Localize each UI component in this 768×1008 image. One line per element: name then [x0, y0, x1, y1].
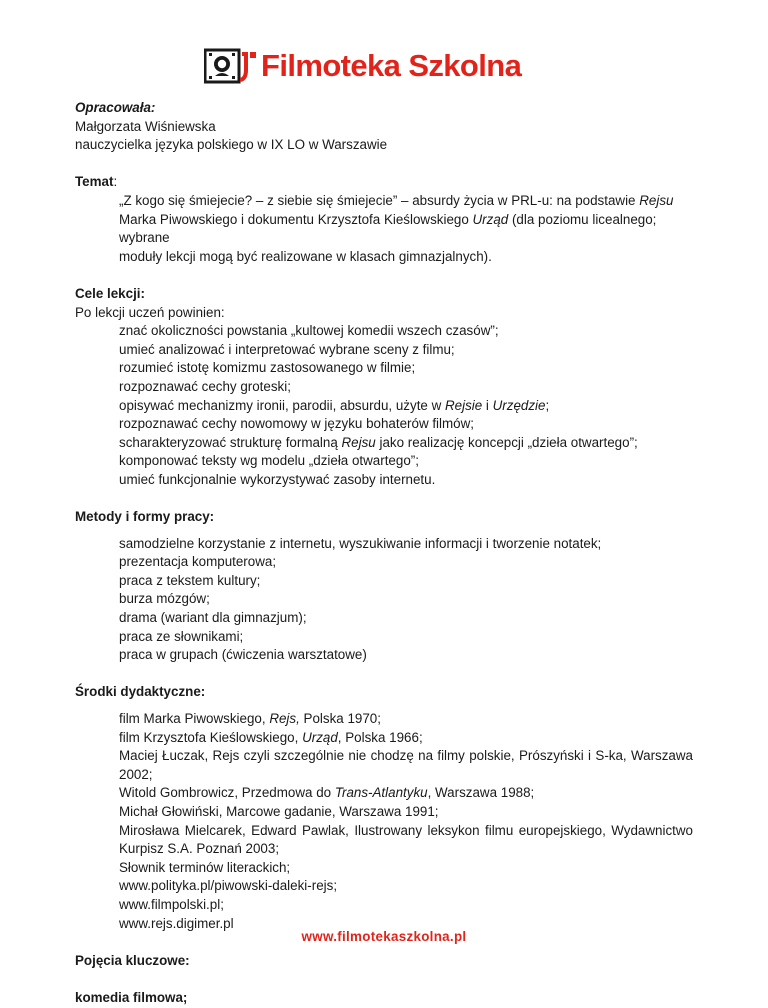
film-title-rejsu: Rejsu — [341, 434, 376, 450]
key-concepts-title: Pojęcia kluczowe: — [75, 952, 190, 968]
resource-text: , Warszawa 1988; — [427, 785, 535, 801]
method-item: drama (wariant dla gimnazjum); — [119, 610, 307, 626]
goal-item-text: scharakteryzować strukturę formalną — [119, 434, 342, 450]
goal-item — [119, 434, 693, 453]
resource-item — [119, 784, 693, 803]
resource-link: www.filmpolski.pl; — [119, 896, 224, 912]
resources-title: Środki dydaktyczne: — [75, 684, 206, 700]
resource-item: Słownik terminów literackich; — [119, 859, 291, 875]
resource-item — [119, 729, 693, 748]
resource-item: Maciej Łuczak, Rejs czyli szczególnie nie chodzę na filmy polskie, Prószyński i S-ka, Warszawa 2002; — [119, 748, 693, 782]
author-role: nauczycielka języka polskiego w IX LO w Warszawie — [75, 137, 388, 153]
document-body — [75, 99, 693, 1008]
goals-list — [75, 322, 693, 489]
resource-text: Polska 1970; — [299, 711, 381, 726]
logo — [204, 47, 521, 85]
goals-intro: Po lekcji uczeń powinien: — [75, 304, 225, 320]
film-title-rejsu: Rejsu — [639, 192, 674, 208]
film-title-rejsie: Rejsie — [444, 397, 483, 413]
goal-item: rozumieć istotę komizmu zastosowanego w filmie; — [119, 360, 416, 376]
film-title-urzad: Urząd — [302, 729, 338, 745]
resource-text: film Krzysztofa Kieślowskiego, — [119, 729, 303, 745]
goal-item: rozpoznawać cechy groteski; — [119, 378, 291, 394]
methods-list — [75, 535, 693, 665]
topic-heading — [75, 173, 693, 192]
goal-item: umieć analizować i interpretować wybrane sceny z filmu; — [119, 341, 455, 357]
resource-link: www.rejs.digimer.pl — [119, 915, 234, 931]
goal-item — [119, 397, 693, 416]
key-concept-item: komedia filmowa; — [75, 989, 188, 1005]
goal-item-text: ; — [545, 397, 550, 413]
goal-item-text: opisywać mechanizmy ironii, parodii, absurdu, użyte w — [119, 397, 445, 413]
resources-list — [75, 710, 693, 933]
goal-item: rozpoznawać cechy nowomowy w języku bohaterów filmów; — [119, 416, 475, 432]
goal-item-text: i — [482, 397, 493, 413]
topic-colon: : — [113, 174, 118, 190]
resource-link: www.polityka.pl/piwowski-daleki-rejs; — [119, 878, 338, 894]
goal-item: znać okoliczności powstania „kultowej komedii wszech czasów”; — [119, 323, 499, 339]
resource-item: Mirosława Mielcarek, Edward Pawlak, Ilustrowany leksykon filmu europejskiego, Wydawnictwo Kurpisz S.A. Poznań 2003; — [119, 822, 693, 857]
film-title-urzedzie: Urzędzie — [492, 397, 546, 413]
film-title-urzad: Urząd — [472, 211, 509, 227]
resource-item: Michał Głowiński, Marcowe gadanie, Warszawa 1991; — [119, 803, 439, 819]
topic-line-2 — [119, 211, 693, 248]
method-item: praca w grupach (ćwiczenia warsztatowe) — [119, 647, 367, 663]
resource-text: , Polska 1966; — [337, 729, 423, 745]
method-item: prezentacja komputerowa; — [119, 554, 277, 570]
film-title-rejs: Rejs, — [269, 711, 300, 726]
topic-line-2-end: (dla poziomu licealnego; wybrane — [119, 211, 657, 246]
resource-text: Witold Gombrowicz, Przedmowa do — [119, 785, 335, 801]
footer-url[interactable]: www.filmotekaszkolna.pl — [301, 929, 467, 944]
topic-line-3: moduły lekcji mogą być realizowane w klasach gimnazjalnych). — [119, 248, 492, 264]
goal-item-text: jako realizację koncepcji „dzieła otwartego”; — [375, 434, 638, 450]
goals-title: Cele lekcji: — [75, 285, 145, 301]
topic-line-2-text: Marka Piwowskiego i dokumentu Krzysztofa Kieślowskiego — [119, 211, 473, 227]
resource-item — [119, 710, 693, 729]
method-item: praca ze słownikami; — [119, 628, 244, 644]
topic-label: Temat — [75, 174, 114, 190]
film-reel-figure-icon — [204, 48, 258, 84]
goal-item: komponować teksty wg modelu „dzieła otwartego”; — [119, 453, 419, 469]
topic-line-1-text: „Z kogo się śmiejecie? – z siebie się śmiejecie” – absurdy życia w PRL-u: na podstawie — [119, 192, 640, 208]
methods-title: Metody i formy pracy: — [75, 509, 215, 525]
goal-item: umieć funkcjonalnie wykorzystywać zasoby internetu. — [119, 471, 436, 487]
topic-line-1 — [119, 192, 693, 211]
author-name: Małgorzata Wiśniewska — [75, 118, 216, 134]
resource-text: film Marka Piwowskiego, — [119, 711, 270, 726]
method-item: burza mózgów; — [119, 591, 210, 607]
method-item: praca z tekstem kultury; — [119, 572, 261, 588]
method-item: samodzielne korzystanie z internetu, wyszukiwanie informacji i tworzenie notatek; — [119, 535, 602, 551]
logo-wordmark: Filmoteka Szkolna — [261, 48, 522, 83]
topic-text — [75, 192, 693, 266]
author-label: Opracowała: — [75, 100, 156, 115]
book-title-trans-atlantyk: Trans-Atlantyku — [334, 785, 428, 801]
